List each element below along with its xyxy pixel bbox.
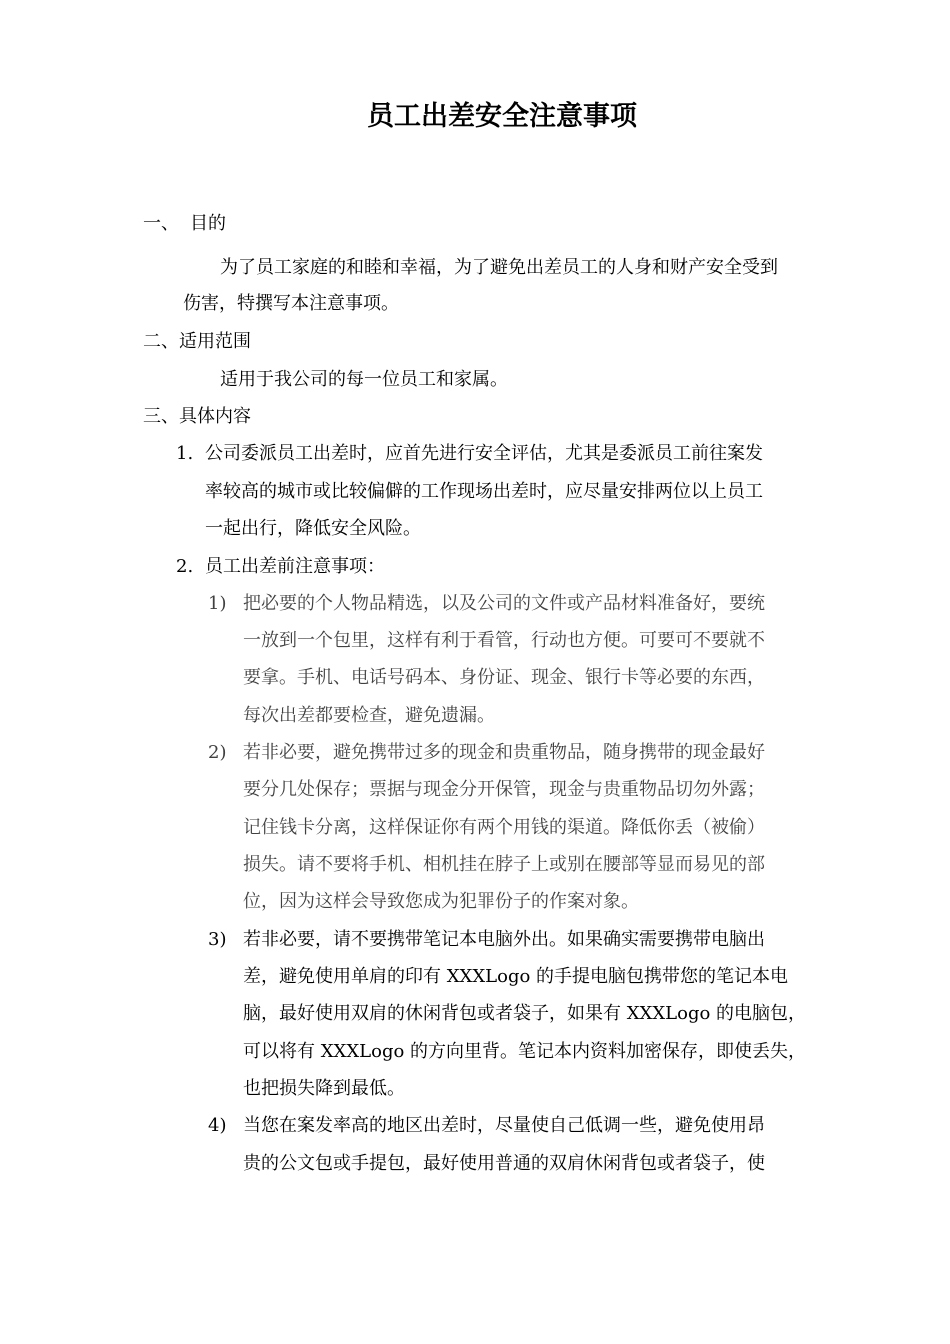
section-heading: 三、具体内容 xyxy=(143,406,251,427)
sub-item-line: 可以将有 XXXLogo 的方向里背。笔记本内资料加密保存，即使丢失， xyxy=(243,1041,807,1062)
document-title: 员工出差安全注意事项 xyxy=(367,101,637,132)
sub-item-number: 1) xyxy=(208,593,227,614)
sub-item-line: 一放到一个包里，这样有利于看管，行动也方便。可要可不要就不 xyxy=(243,630,765,651)
section-heading: 目的 xyxy=(190,213,226,234)
sub-item-line: 要拿。手机、电话号码本、身份证、现金、银行卡等必要的东西， xyxy=(243,667,765,688)
paragraph-line: 为了员工家庭的和睦和幸福，为了避免出差员工的人身和财产安全受到 xyxy=(220,257,778,278)
sub-item-line: 脑，最好使用双肩的休闲背包或者袋子，如果有 XXXLogo 的电脑包， xyxy=(243,1003,807,1024)
list-item-number: 1. xyxy=(176,443,194,464)
list-item-line: 一起出行，降低安全风险。 xyxy=(205,518,421,539)
sub-item-line: 若非必要，避免携带过多的现金和贵重物品，随身携带的现金最好 xyxy=(243,742,765,763)
sub-item-number: 2) xyxy=(208,742,227,763)
paragraph-line: 伤害，特撰写本注意事项。 xyxy=(183,293,399,314)
sub-item-line: 差，避免使用单肩的印有 XXXLogo 的手提电脑包携带您的笔记本电 xyxy=(243,966,789,987)
sub-item-line: 要分几处保存；票据与现金分开保管，现金与贵重物品切勿外露； xyxy=(243,779,765,800)
sub-item-number: 3) xyxy=(208,929,227,950)
sub-item-line: 若非必要，请不要携带笔记本电脑外出。如果确实需要携带电脑出 xyxy=(243,929,765,950)
paragraph-line: 适用于我公司的每一位员工和家属。 xyxy=(220,369,508,390)
sub-item-line: 每次出差都要检查，避免遗漏。 xyxy=(243,705,495,726)
list-item-line: 员工出差前注意事项： xyxy=(205,556,385,577)
sub-item-line: 也把损失降到最低。 xyxy=(243,1078,405,1099)
section-heading: 二、适用范围 xyxy=(143,331,251,352)
sub-item-line: 当您在案发率高的地区出差时，尽量使自己低调一些，避免使用昂 xyxy=(243,1115,765,1136)
sub-item-line: 位，因为这样会导致您成为犯罪份子的作案对象。 xyxy=(243,891,639,912)
section-number: 一、 xyxy=(143,213,179,234)
list-item-line: 率较高的城市或比较偏僻的工作现场出差时，应尽量安排两位以上员工 xyxy=(205,481,763,502)
sub-item-line: 把必要的个人物品精选，以及公司的文件或产品材料准备好，要统 xyxy=(243,593,765,614)
list-item-number: 2. xyxy=(176,556,194,577)
sub-item-line: 贵的公文包或手提包，最好使用普通的双肩休闲背包或者袋子，使 xyxy=(243,1153,765,1174)
list-item-line: 公司委派员工出差时，应首先进行安全评估，尤其是委派员工前往案发 xyxy=(205,443,763,464)
sub-item-line: 损失。请不要将手机、相机挂在脖子上或别在腰部等显而易见的部 xyxy=(243,854,765,875)
sub-item-number: 4) xyxy=(208,1115,227,1136)
sub-item-line: 记住钱卡分离，这样保证你有两个用钱的渠道。降低你丢（被偷） xyxy=(243,817,765,838)
